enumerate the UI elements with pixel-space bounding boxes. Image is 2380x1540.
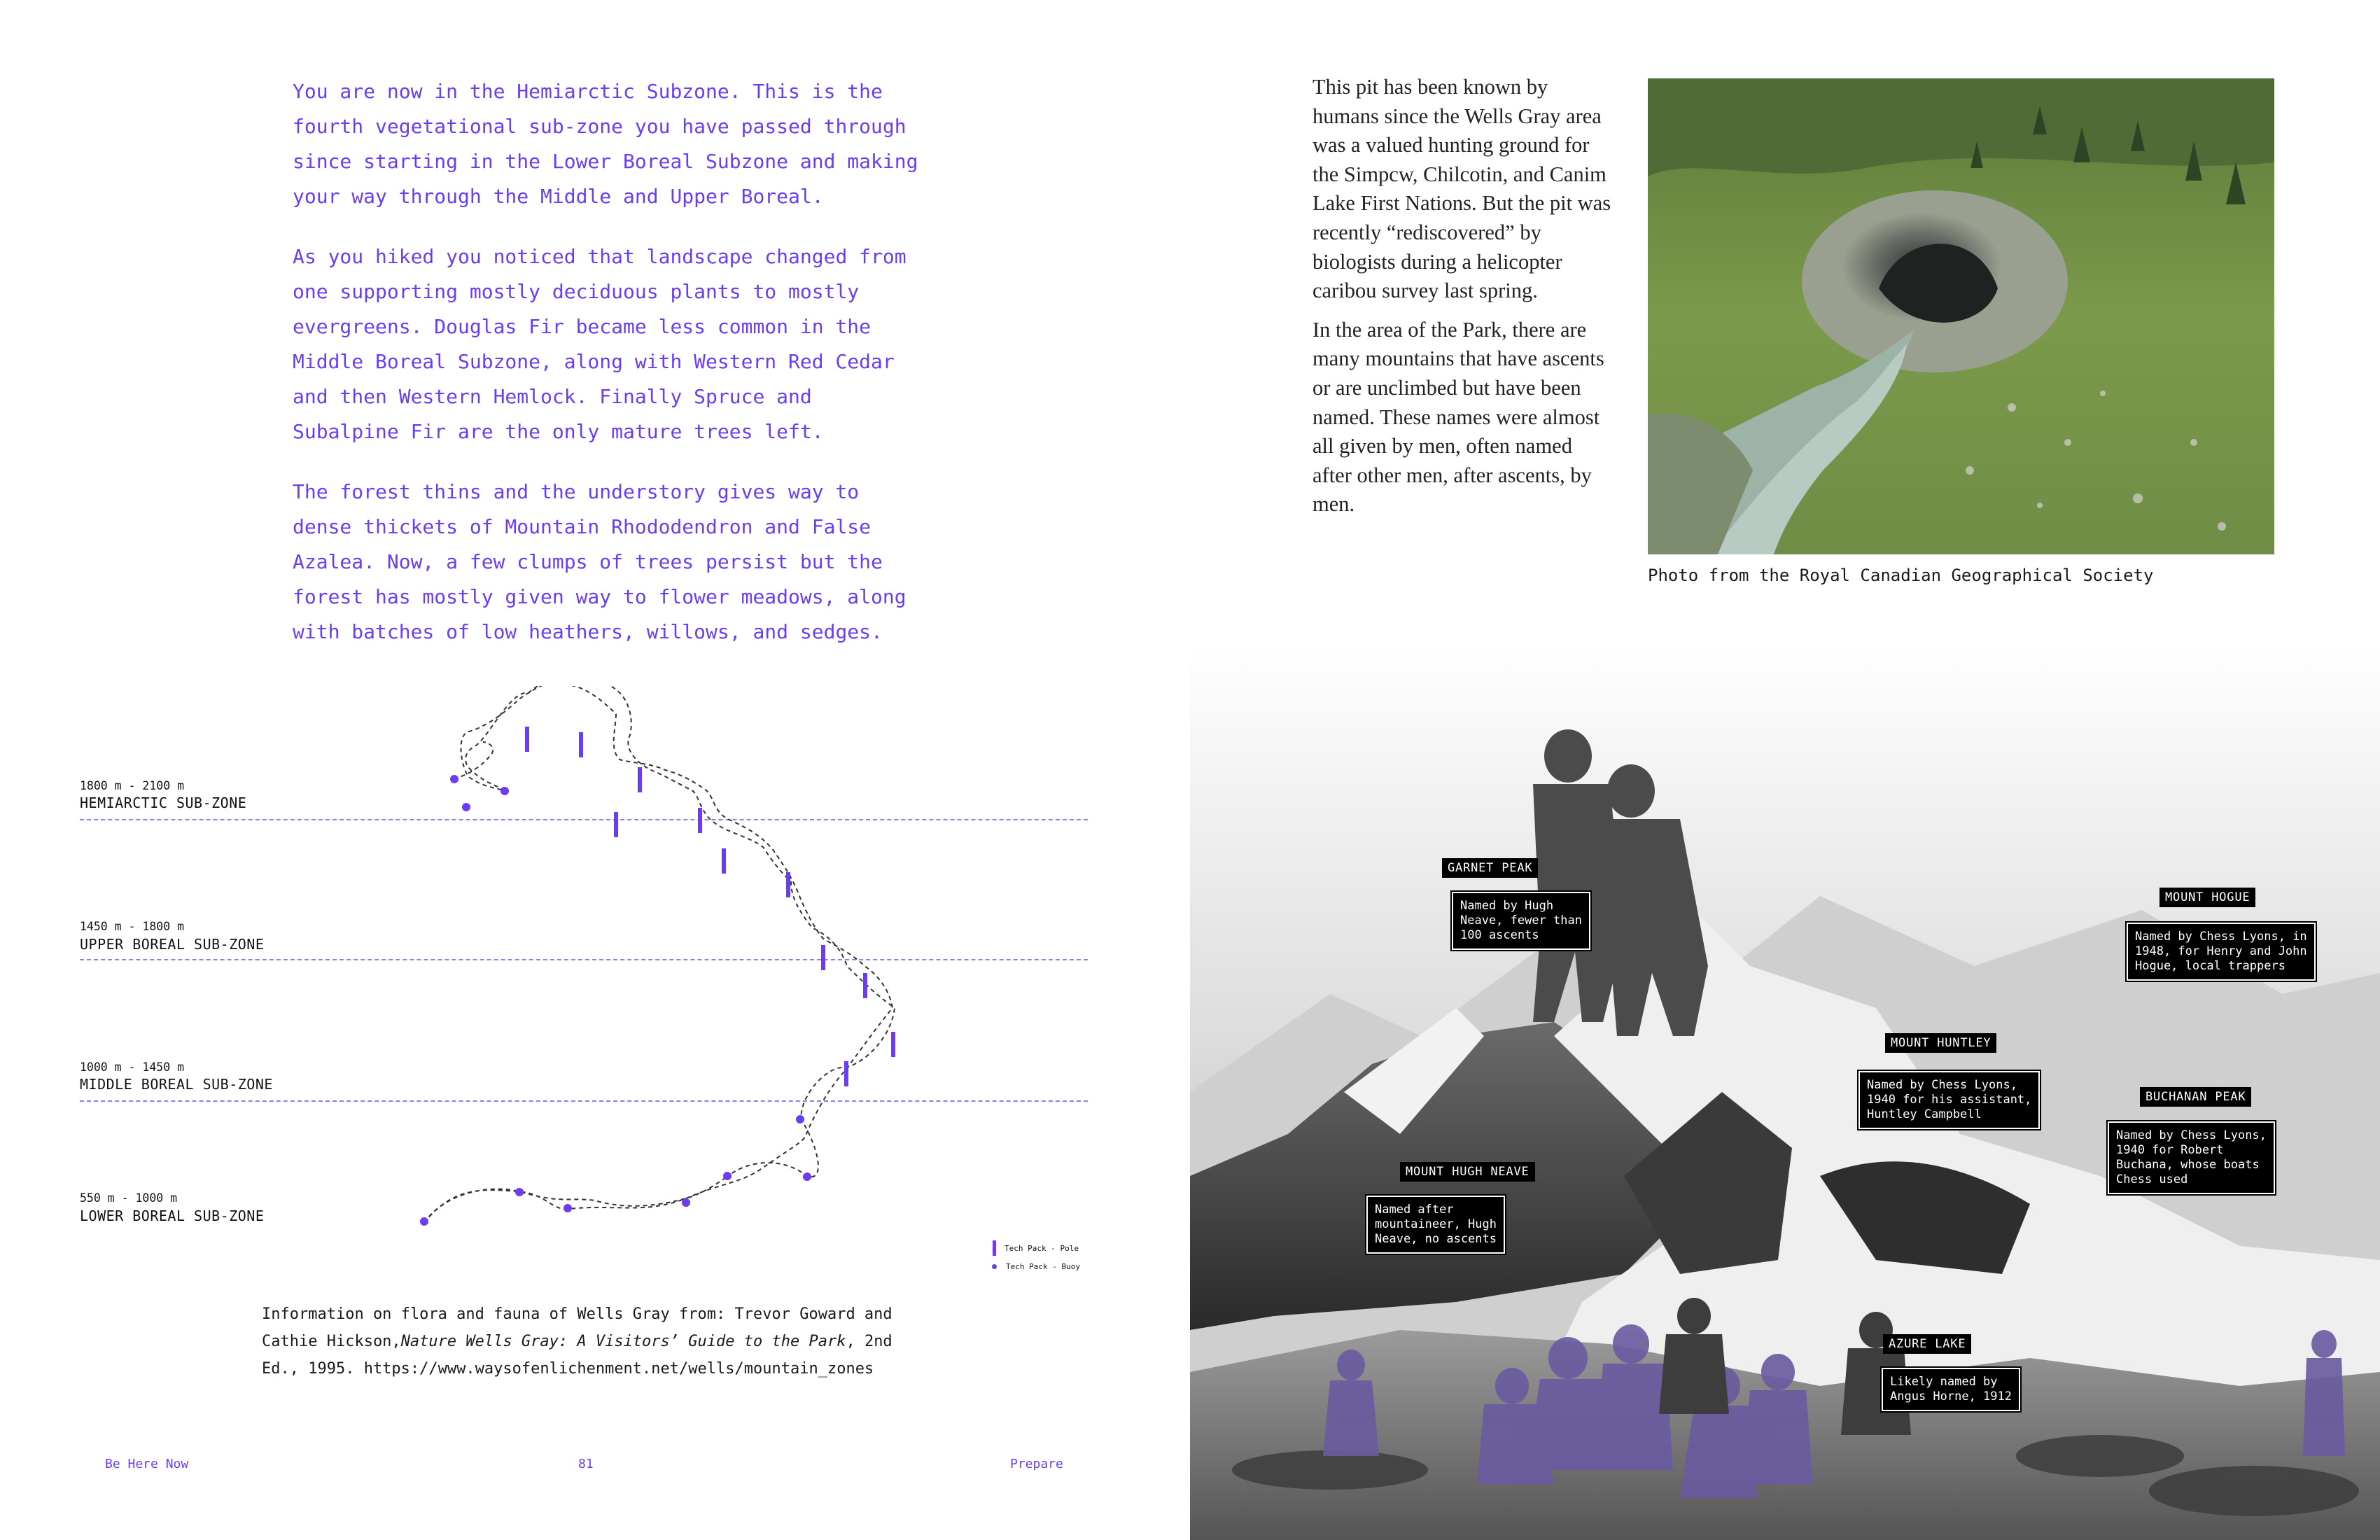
citation-text: , 2nd Ed., 1995. https://www.waysofenlichenment.net/wells/mountain_zones bbox=[262, 1333, 892, 1378]
peak-description bbox=[1366, 1196, 1505, 1254]
pit-text bbox=[1312, 73, 1614, 529]
pit-photo bbox=[1648, 78, 2274, 554]
peak-name-tag: GARNET PEAK bbox=[1442, 858, 1538, 878]
peak-name-tag: BUCHANAN PEAK bbox=[2140, 1087, 2251, 1107]
pole-icon bbox=[993, 1240, 996, 1256]
intro-paragraph: You are now in the Hemiarctic Subzone. This is the fourth vegetational sub-zone you have passed through since starting in the Lower Boreal Subzone and making your way through the Middle and Upper Boreal. bbox=[293, 80, 918, 208]
peak-name-tag: MOUNT HUNTLEY bbox=[1885, 1033, 1996, 1053]
description-line: Chess used bbox=[2116, 1172, 2188, 1186]
description-line: Huntley Campbell bbox=[1867, 1107, 1982, 1121]
tech-pack-buoy bbox=[796, 1115, 804, 1124]
tech-pack-buoy bbox=[450, 775, 458, 783]
legend-item-pole bbox=[990, 1239, 1080, 1257]
page-number: 81 bbox=[578, 1457, 594, 1471]
description-line: Named by Chess Lyons, bbox=[2116, 1128, 2267, 1142]
footer-chapter: Prepare bbox=[1010, 1457, 1063, 1471]
description-line: Buchana, whose boats bbox=[2116, 1158, 2260, 1172]
tech-pack-pole bbox=[698, 808, 702, 833]
zone-range-label: 1450 m - 1800 m bbox=[80, 920, 185, 933]
peak-description bbox=[2108, 1121, 2275, 1194]
description-line: 1948, for Henry and John bbox=[2135, 944, 2307, 958]
map-legend bbox=[990, 1239, 1080, 1275]
description-line: Named by Hugh bbox=[1460, 899, 1554, 913]
intro-paragraph: As you hiked you noticed that landscape changed from one supporting mostly deciduous plants to mostly evergreens. Douglas Fir became less common in the Middle Boreal Subzone, along with Western Red Cedar and then Western Hemlock. Finally Spruce and Subalpine Fir are the only mature trees left. bbox=[293, 245, 906, 443]
legend-label: Tech Pack - Buoy bbox=[1006, 1261, 1080, 1271]
tech-pack-pole bbox=[638, 767, 642, 792]
citation-book-title: Nature Wells Gray: A Visitors’ Guide to the Park bbox=[400, 1333, 846, 1350]
peak-description bbox=[1882, 1368, 2020, 1411]
legend-item-buoy bbox=[990, 1257, 1080, 1275]
tech-pack-buoy bbox=[500, 787, 509, 795]
route-path bbox=[454, 742, 493, 778]
tech-pack-pole bbox=[863, 973, 867, 998]
description-line: Angus Horne, 1912 bbox=[1890, 1390, 2012, 1404]
footer-section-title: Be Here Now bbox=[105, 1457, 189, 1471]
tech-pack-buoy bbox=[803, 1172, 811, 1181]
tech-pack-pole bbox=[891, 1032, 895, 1057]
peak-name-tag: MOUNT HOGUE bbox=[2160, 888, 2255, 907]
zone-name-label: HEMIARCTIC SUB-ZONE bbox=[80, 794, 247, 811]
tech-pack-pole bbox=[579, 732, 583, 757]
hiking-route-map bbox=[0, 686, 1190, 1316]
description-line: Named by Chess Lyons, in bbox=[2135, 930, 2307, 944]
description-line: Neave, fewer than bbox=[1460, 913, 1582, 927]
tech-pack-pole bbox=[821, 945, 825, 970]
description-line: Named after bbox=[1375, 1203, 1454, 1217]
tech-pack-buoy bbox=[564, 1204, 572, 1212]
legend-label: Tech Pack - Pole bbox=[1004, 1243, 1079, 1253]
photo-caption: Photo from the Royal Canadian Geographical Society bbox=[1648, 566, 2154, 585]
description-line: mountaineer, Hugh bbox=[1375, 1217, 1497, 1231]
description-line: Named by Chess Lyons, bbox=[1867, 1078, 2017, 1092]
source-citation bbox=[262, 1301, 927, 1382]
peak-description bbox=[1858, 1071, 2040, 1129]
peak-name-tag: AZURE LAKE bbox=[1883, 1334, 1971, 1354]
zone-name-label: LOWER BOREAL SUB-ZONE bbox=[80, 1208, 265, 1224]
description-line: Hogue, local trappers bbox=[2135, 959, 2286, 973]
zone-range-label: 1800 m - 2100 m bbox=[80, 779, 185, 792]
tech-pack-buoy bbox=[515, 1188, 524, 1196]
zone-name-label: MIDDLE BOREAL SUB-ZONE bbox=[80, 1076, 273, 1093]
tech-pack-buoy bbox=[682, 1198, 690, 1207]
tech-pack-pole bbox=[722, 848, 726, 874]
tech-pack-buoy bbox=[723, 1172, 732, 1180]
tech-pack-pole bbox=[786, 872, 790, 897]
description-line: Likely named by bbox=[1890, 1375, 1998, 1389]
peak-description bbox=[2127, 923, 2316, 981]
citation-text: Information on flora and fauna of Wells Gray from: Trevor Goward and Cathie Hickson, bbox=[262, 1306, 892, 1350]
body-paragraph: This pit has been known by humans since the Wells Gray area was a valued hunting ground for the Simpcw, Chilcotin, and Canim Lake First Nations. But the pit was recently “rediscovered” by biologists during a helicopter caribou survey last spring. bbox=[1312, 75, 1611, 303]
peak-description bbox=[1452, 892, 1590, 950]
intro-text bbox=[293, 74, 923, 675]
zone-range-label: 550 m - 1000 m bbox=[80, 1191, 178, 1205]
description-line: 100 ascents bbox=[1460, 928, 1539, 942]
description-line: 1940 for Robert bbox=[2116, 1143, 2224, 1157]
zone-name-label: UPPER BOREAL SUB-ZONE bbox=[80, 936, 265, 953]
zone-range-label: 1000 m - 1450 m bbox=[80, 1060, 185, 1074]
buoy-icon bbox=[992, 1264, 997, 1269]
tech-pack-buoy bbox=[420, 1217, 428, 1226]
tech-pack-buoy bbox=[462, 803, 470, 811]
tech-pack-pole bbox=[614, 812, 618, 837]
description-line: 1940 for his assistant, bbox=[1867, 1093, 2032, 1107]
description-line: Neave, no ascents bbox=[1375, 1232, 1497, 1246]
intro-paragraph: The forest thins and the understory gives way to dense thickets of Mountain Rhododendron and False Azalea. Now, a few clumps of trees persist but the forest has mostly given way to flower meadows, along with batches of low heathers, willows, and sedges. bbox=[293, 480, 906, 643]
tech-pack-pole bbox=[525, 727, 529, 752]
tech-pack-pole bbox=[844, 1061, 848, 1086]
peak-name-tag: MOUNT HUGH NEAVE bbox=[1400, 1162, 1535, 1182]
body-paragraph: In the area of the Park, there are many mountains that have ascents or are unclimbed but have been named. These names were almost all given by men, often named after other men, after ascents, by men. bbox=[1312, 317, 1604, 517]
